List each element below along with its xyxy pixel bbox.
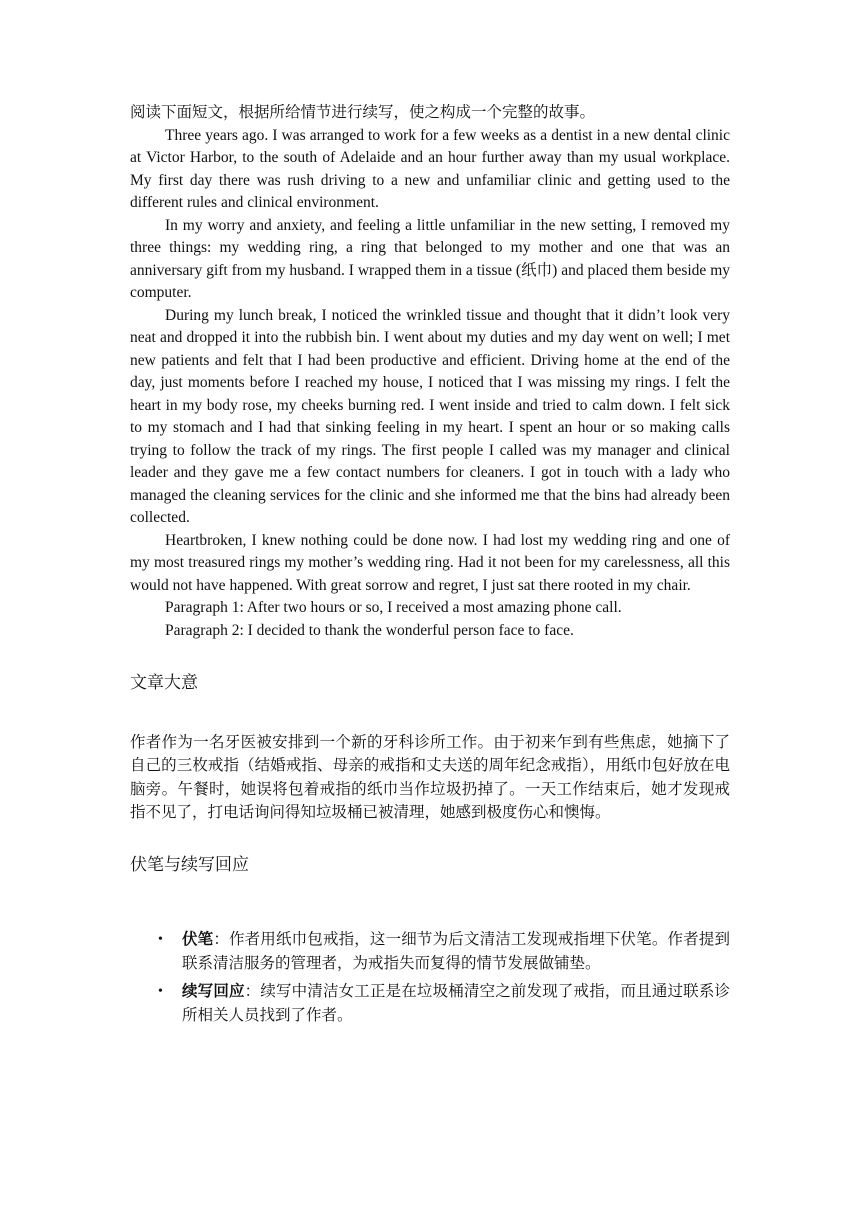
foreshadowing-heading: 伏笔与续写回应 <box>130 854 249 875</box>
list-item-term: 伏笔 <box>182 931 214 948</box>
foreshadowing-list <box>130 928 730 1027</box>
list-item-text: ：续写中清洁女工正是在垃圾桶清空之前发现了戒指，而且通过联系诊所相关人员找到了作者。 <box>182 983 730 1024</box>
document-page <box>130 102 730 1032</box>
story-paragraph-3: During my lunch break, I noticed the wrinkled tissue and thought that it didn’t look very neat and dropped it into the rubbish bin. I went about my duties and my day went on well; I met new patients and felt that I had been productive and efficient. Driving home at the end of the day, just moments before I reached my house, I noticed that I was missing my rings. I felt the heart in my body rose, my cheeks burning red. I went inside and tried to calm down. I felt sick to my stomach and I had that sinking feeling in my heart. I spent an hour or so making calls trying to follow the track of my rings. The first people I called was my manager and clinical leader and they gave me a few contact numbers for cleaners. I got in touch with a lady who managed the cleaning services for the clinic and she informed me that the bins had already been collected. <box>130 306 730 526</box>
list-item <box>182 928 730 975</box>
story-paragraph-4: Heartbroken, I knew nothing could be done now. I had lost my wedding ring and one of my most treasured rings my mother’s wedding ring. Had it not been for my carelessness, all this would not have happened. With great sorrow and regret, I just sat there rooted in my chair. <box>130 531 730 594</box>
list-item-text: ：作者用纸巾包戒指，这一细节为后文清洁工发现戒指埋下伏笔。作者提到联系清洁服务的管理者，为戒指失而复得的情节发展做铺垫。 <box>182 931 730 972</box>
story-paragraph-2: In my worry and anxiety, and feeling a little unfamiliar in the new setting, I removed my three things: my wedding ring, a ring that belonged to my mother and one that was an anniversary gift from my husband. I wrapped them in a tissue (纸巾) and placed them beside my computer. <box>130 216 730 301</box>
continuation-prompt-1: Paragraph 1: After two hours or so, I received a most amazing phone call. <box>165 599 622 616</box>
instruction-text: 阅读下面短文，根据所给情节进行续写，使之构成一个完整的故事。 <box>130 104 596 121</box>
list-item <box>182 980 730 1027</box>
list-item-term: 续写回应 <box>182 983 245 1000</box>
continuation-prompt-2: Paragraph 2: I decided to thank the wonderful person face to face. <box>165 621 574 639</box>
summary-heading: 文章大意 <box>130 673 198 693</box>
summary-text: 作者作为一名牙医被安排到一个新的牙科诊所工作。由于初来乍到有些焦虑，她摘下了自己的三枚戒指（结婚戒指、母亲的戒指和丈夫送的周年纪念戒指），用纸巾包好放在电脑旁。午餐时，她误将包着戒指的纸巾当作垃圾扔掉了。一天工作结束后，她才发现戒指不见了，打电话询问得知垃圾桶已被清理，她感到极度伤心和懊悔。 <box>130 733 730 821</box>
story-paragraph-1: Three years ago. I was arranged to work for a few weeks as a dentist in a new dental clinic at Victor Harbor, to the south of Adelaide and an hour further away than my usual workplace. My first day there was rush driving to a new and unfamiliar clinic and getting used to the different rules and clinical environment. <box>130 126 730 211</box>
